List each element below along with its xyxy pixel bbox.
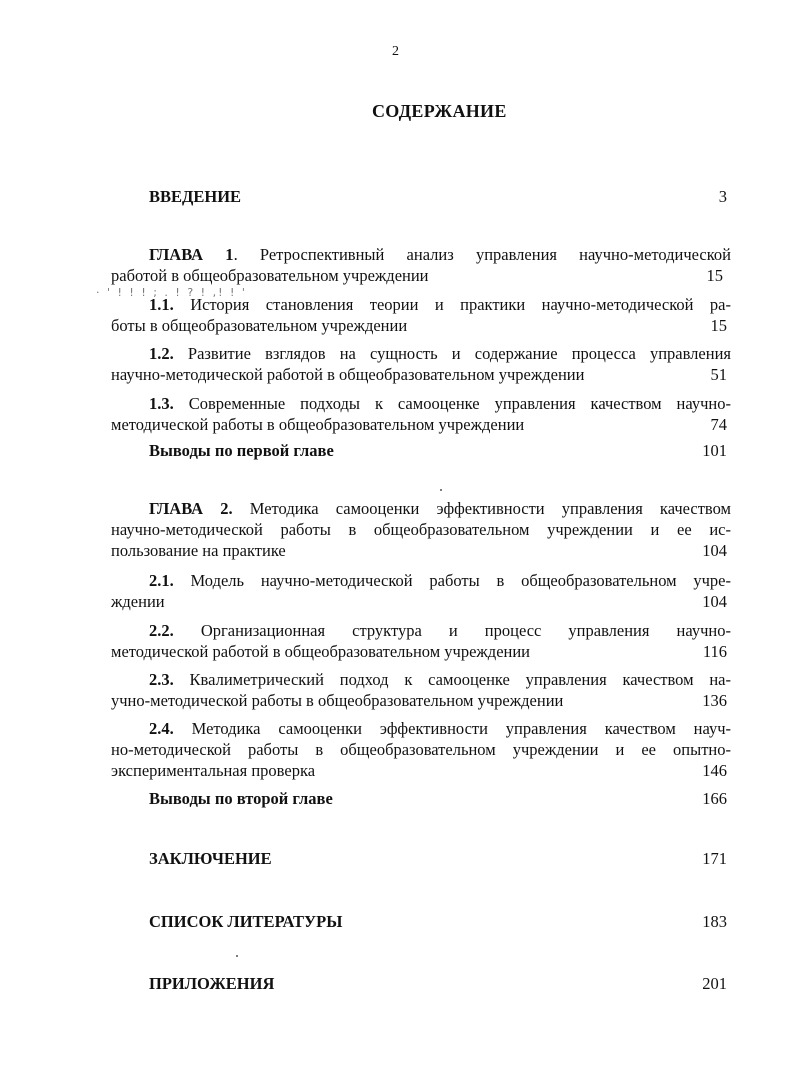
toc-section-1-2[interactable] xyxy=(111,343,731,385)
toc-section-2-2-title-line2: методической работой в общеобразовательном учреждении xyxy=(111,642,531,661)
page-number: 2 xyxy=(392,44,399,59)
toc-section-2-4-title-line2: но-методической работы в общеобразовательном учреждении и ее опытно- xyxy=(111,740,731,759)
toc-chapter-2-title-line2: научно-методической работы в общеобразовательном учреждении и ее ис- xyxy=(111,520,731,539)
toc-references-page: 183 xyxy=(702,912,727,931)
toc-section-1-3-page: 74 xyxy=(710,415,727,434)
toc-chapter-1-title-line2: работой в общеобразовательном учреждении xyxy=(111,266,429,285)
toc-chapter-1[interactable] xyxy=(111,244,731,286)
toc-section-2-3-title-line2: учно-методической работы в общеобразовательном учреждении xyxy=(111,691,564,710)
toc-section-2-1-title-line2: ждении xyxy=(111,592,165,611)
toc-section-2-2-page: 116 xyxy=(702,642,727,661)
scan-artifact: · ' ! ! ! ; . ! ? ! ,! ! ' xyxy=(96,286,247,299)
toc-chapter-2[interactable] xyxy=(111,498,731,561)
toc-section-2-4-title-line1: Методика самооценки эффективности управления качеством науч- xyxy=(173,719,731,738)
toc-appendices[interactable] xyxy=(149,974,727,994)
toc-references-label: СПИСОК ЛИТЕРАТУРЫ xyxy=(149,912,343,931)
toc-section-1-2-number: 1.2. xyxy=(149,344,174,363)
toc-chapter-2-title-line1: Методика самооценки эффективности управления качеством xyxy=(232,499,731,518)
toc-section-2-4-number: 2.4. xyxy=(149,719,174,738)
toc-chapter-1-number: ГЛАВА 1 xyxy=(149,245,234,264)
toc-section-2-3-title-line1: Квалиметрический подход к самооценке управления качеством на- xyxy=(173,670,731,689)
toc-section-2-2-title-line1: Организационная структура и процесс управления научно- xyxy=(173,621,731,640)
toc-conclusions-ch1-page: 101 xyxy=(702,441,727,460)
toc-section-2-4-title-line3: экспериментальная проверка xyxy=(111,761,316,780)
toc-section-2-3-number: 2.3. xyxy=(149,670,174,689)
toc-section-1-2-page: 51 xyxy=(710,365,727,384)
page-title: СОДЕРЖАНИЕ xyxy=(372,101,507,121)
toc-section-1-3[interactable] xyxy=(111,393,731,435)
toc-section-2-1-number: 2.1. xyxy=(149,571,174,590)
toc-section-2-2[interactable] xyxy=(111,620,731,662)
scan-speck xyxy=(440,489,442,491)
toc-section-1-2-title-line2: научно-методической работой в общеобразовательном учреждении xyxy=(111,365,585,384)
toc-chapter-1-page: 15 xyxy=(706,266,723,285)
toc-section-2-1[interactable] xyxy=(111,570,731,612)
toc-section-1-3-title-line1: Современные подходы к самооценке управления качеством научно- xyxy=(173,394,731,413)
toc-appendices-page: 201 xyxy=(702,974,727,993)
toc-section-1-3-title-line2: методической работы в общеобразовательном учреждении xyxy=(111,415,525,434)
toc-conclusion-label: ЗАКЛЮЧЕНИЕ xyxy=(149,849,272,868)
toc-appendices-label: ПРИЛОЖЕНИЯ xyxy=(149,974,275,993)
toc-section-2-4-page: 146 xyxy=(702,761,727,780)
toc-references[interactable] xyxy=(149,912,727,932)
toc-section-1-1[interactable] xyxy=(111,294,731,336)
toc-section-1-1-page: 15 xyxy=(710,316,727,335)
toc-conclusions-ch2-page: 166 xyxy=(702,789,727,808)
toc-chapter-2-title-line3: пользование на практике xyxy=(111,541,286,560)
toc-section-1-3-number: 1.3. xyxy=(149,394,174,413)
toc-section-1-1-title-line2: боты в общеобразовательном учреждении xyxy=(111,316,408,335)
toc-conclusions-ch2[interactable] xyxy=(149,789,727,809)
toc-section-1-2-title-line1: Развитие взглядов на сущность и содержание процесса управления xyxy=(173,344,731,363)
toc-chapter-1-title-line1: . Ретроспективный анализ управления научно-методической xyxy=(233,245,731,264)
toc-section-2-4[interactable] xyxy=(111,718,731,781)
toc-conclusion-page: 171 xyxy=(702,849,727,868)
scan-speck xyxy=(236,955,238,957)
toc-section-2-1-page: 104 xyxy=(702,592,727,611)
toc-section-2-1-title-line1: Модель научно-методической работы в общеобразовательном учре- xyxy=(173,571,731,590)
toc-conclusions-ch2-label: Выводы по второй главе xyxy=(149,789,333,808)
toc-section-2-3[interactable] xyxy=(111,669,731,711)
toc-conclusion[interactable] xyxy=(149,849,727,869)
toc-section-1-1-title-line1: История становления теории и практики научно-методической ра- xyxy=(173,295,731,314)
toc-section-2-2-number: 2.2. xyxy=(149,621,174,640)
toc-conclusions-ch1[interactable] xyxy=(149,441,727,461)
toc-section-1-1-number: 1.1. xyxy=(149,295,174,314)
toc-chapter-2-page: 104 xyxy=(702,541,727,560)
toc-chapter-2-number: ГЛАВА 2. xyxy=(149,499,233,518)
toc-intro[interactable] xyxy=(149,187,727,207)
toc-conclusions-ch1-label: Выводы по первой главе xyxy=(149,441,334,460)
toc-section-2-3-page: 136 xyxy=(702,691,727,710)
toc-intro-label: ВВЕДЕНИЕ xyxy=(149,187,242,206)
toc-intro-page: 3 xyxy=(718,187,727,206)
